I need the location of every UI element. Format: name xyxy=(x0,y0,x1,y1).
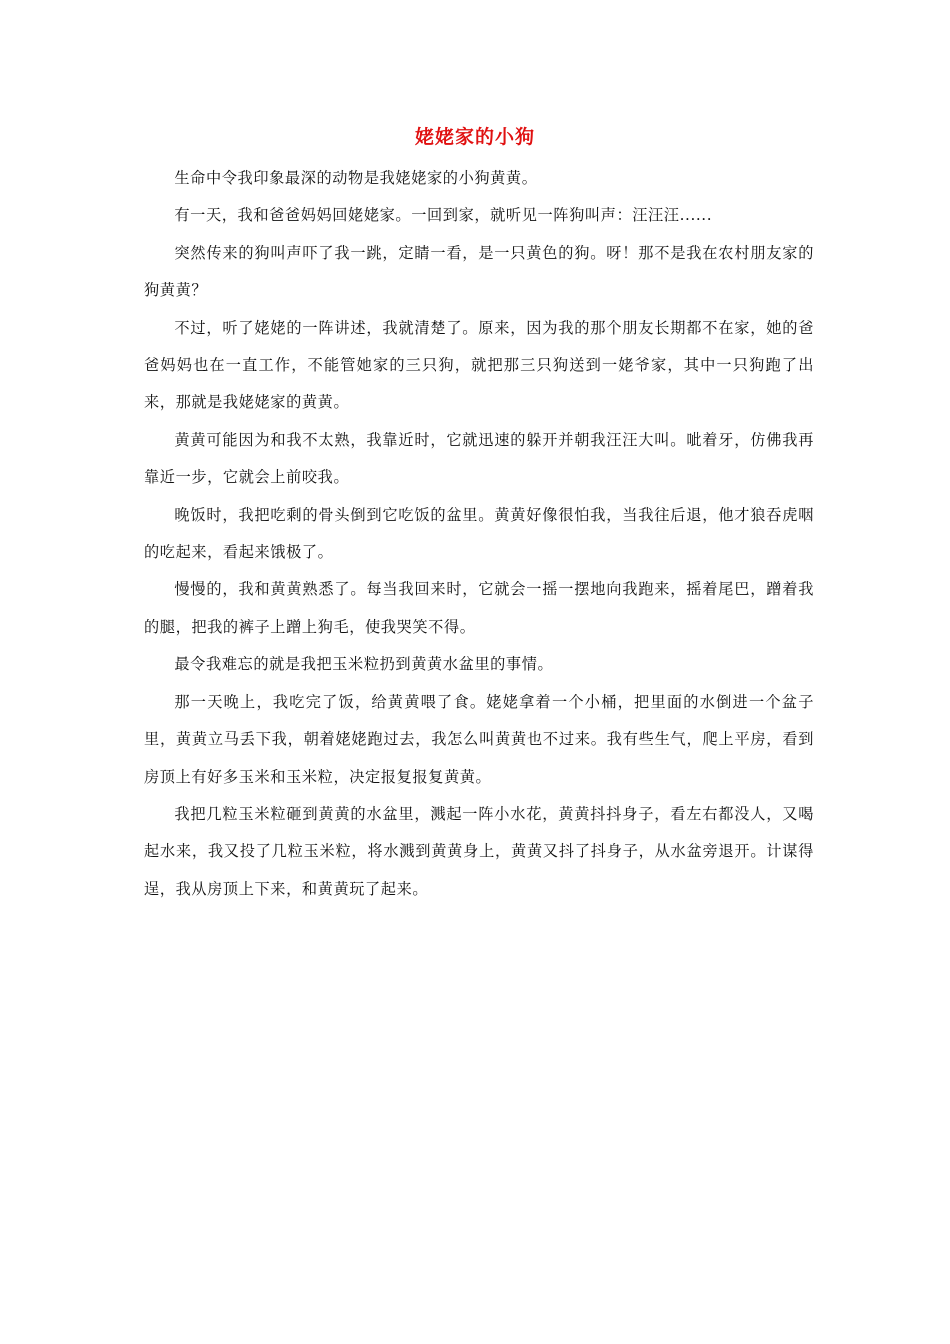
paragraph: 我把几粒玉米粒砸到黄黄的水盆里，溅起一阵小水花，黄黄抖抖身子，看左右都没人，又喝起水来，我又投了几粒玉米粒，将水溅到黄黄身上，黄黄又抖了抖身子，从水盆旁退开。计谋得逞，我从房顶上下来，和黄黄玩了起来。 xyxy=(144,804,814,898)
paragraph: 生命中令我印象最深的动物是我姥姥家的小狗黄黄。 xyxy=(174,169,538,187)
document-title: 姥姥家的小狗 xyxy=(414,126,535,148)
paragraph: 慢慢的，我和黄黄熟悉了。每当我回来时，它就会一摇一摆地向我跑来，摇着尾巴，蹭着我的腿，把我的裤子上蹭上狗毛，使我哭笑不得。 xyxy=(144,580,814,636)
paragraph: 那一天晚上，我吃完了饭，给黄黄喂了食。姥姥拿着一个小桶，把里面的水倒进一个盆子里，黄黄立马丢下我，朝着姥姥跑过去，我怎么叫黄黄也不过来。我有些生气，爬上平房，看到房顶上有好多玉米和玉米粒，决定报复报复黄黄。 xyxy=(144,692,814,786)
paragraph: 黄黄可能因为和我不太熟，我靠近时，它就迅速的躲开并朝我汪汪大叫。呲着牙，仿佛我再靠近一步，它就会上前咬我。 xyxy=(144,430,814,487)
paragraph: 晚饭时，我把吃剩的骨头倒到它吃饭的盆里。黄黄好像很怕我，当我往后退，他才狼吞虎咽的吃起来，看起来饿极了。 xyxy=(144,505,814,562)
paragraph: 突然传来的狗叫声吓了我一跳，定睛一看，是一只黄色的狗。呀！那不是我在农村朋友家的狗黄黄？ xyxy=(144,243,814,300)
paragraph: 不过，听了姥姥的一阵讲述，我就清楚了。原来，因为我的那个朋友长期都不在家，她的爸爸妈妈也在一直工作，不能管她家的三只狗，就把那三只狗送到一姥爷家，其中一只狗跑了出来，那就是我姥姥家的黄黄。 xyxy=(144,318,814,412)
paragraph: 有一天，我和爸爸妈妈回姥姥家。一回到家，就听见一阵狗叫声：汪汪汪...... xyxy=(174,206,713,225)
paragraph: 最令我难忘的就是我把玉米粒扔到黄黄水盆里的事情。 xyxy=(174,655,554,674)
document-body xyxy=(144,160,814,908)
